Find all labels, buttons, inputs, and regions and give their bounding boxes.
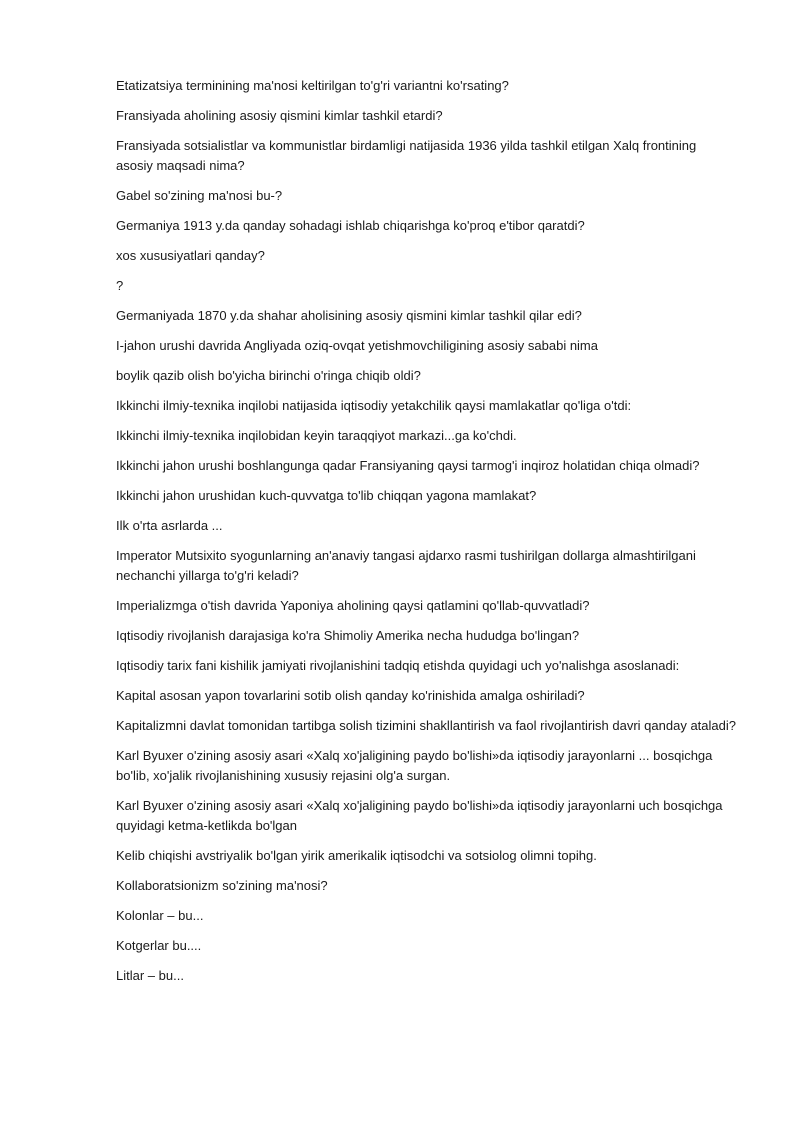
question-line: xos xususiyatlari qanday? xyxy=(116,248,265,263)
question-line: Fransiyada sotsialistlar va kommunistlar birdamligi natijasida 1936 yilda tashkil etilgan Xalq frontining asosiy maqsadi nima? xyxy=(116,138,697,173)
question-line: Karl Byuxer o'zining asosiy asari «Xalq xo'jaligining paydo bo'lishi»da iqtisodiy jarayonlarni uch bosqichga quyidagi ketma-ketlikda bo'lgan xyxy=(116,798,723,833)
question-line: ? xyxy=(116,278,124,293)
question-line: Fransiyada aholining asosiy qismini kimlar tashkil etardi? xyxy=(116,108,443,123)
question-line: Imperializmga o'tish davrida Yaponiya aholining qaysi qatlamini qo'llab-quvvatladi? xyxy=(116,598,590,613)
question-line: Kolonlar – bu... xyxy=(116,908,204,923)
question-line: Litlar – bu... xyxy=(116,968,184,983)
question-line: Ikkinchi jahon urushidan kuch-quvvatga to'lib chiqqan yagona mamlakat? xyxy=(116,488,537,503)
question-line: Kapitalizmni davlat tomonidan tartibga solish tizimini shakllantirish va faol rivojlantirish davri qanday ataladi? xyxy=(116,718,736,733)
question-line: Etatizatsiya terminining ma'nosi keltirilgan to'g'ri variantni ko'rsating? xyxy=(116,78,509,93)
question-line: Imperator Mutsixito syogunlarning an'anaviy tangasi ajdarxo rasmi tushirilgan dollarga almashtirilgani nechanchi yillarga to'g'ri keladi? xyxy=(116,548,696,583)
question-line: Ikkinchi ilmiy-texnika inqilobidan keyin taraqqiyot markazi...ga ko'chdi. xyxy=(116,428,517,443)
document-page xyxy=(116,76,736,996)
question-line: Karl Byuxer o'zining asosiy asari «Xalq xo'jaligining paydo bo'lishi»da iqtisodiy jarayonlarni ... bosqichga bo'lib, xo'jalik rivojlanishining xususiy rejasini olg'a surgan. xyxy=(116,748,713,783)
question-line: Ikkinchi jahon urushi boshlangunga qadar Fransiyaning qaysi tarmog'i inqiroz holatidan chiqa olmadi? xyxy=(116,458,700,473)
question-line: I-jahon urushi davrida Angliyada oziq-ovqat yetishmovchiligining asosiy sababi nima xyxy=(116,338,598,353)
question-line: Kollaboratsionizm so'zining ma'nosi? xyxy=(116,878,328,893)
question-line: Ikkinchi ilmiy-texnika inqilobi natijasida iqtisodiy yetakchilik qaysi mamlakatlar qo'liga o'tdi: xyxy=(116,398,632,413)
question-line: Iqtisodiy tarix fani kishilik jamiyati rivojlanishini tadqiq etishda quyidagi uch yo'nalishga asoslanadi: xyxy=(116,658,680,673)
question-line: Kapital asosan yapon tovarlarini sotib olish qanday ko'rinishida amalga oshiriladi? xyxy=(116,688,585,703)
question-line: Germaniya 1913 y.da qanday sohadagi ishlab chiqarishga ko'proq e'tibor qaratdi? xyxy=(116,218,585,233)
question-line: Iqtisodiy rivojlanish darajasiga ko'ra Shimoliy Amerika necha hududga bo'lingan? xyxy=(116,628,580,643)
question-line: Kotgerlar bu.... xyxy=(116,938,202,953)
question-line: Gabel so'zining ma'nosi bu-? xyxy=(116,188,283,203)
question-line: Germaniyada 1870 y.da shahar aholisining asosiy qismini kimlar tashkil qilar edi? xyxy=(116,308,582,323)
question-line: Ilk o'rta asrlarda ... xyxy=(116,518,223,533)
question-line: boylik qazib olish bo'yicha birinchi o'ringa chiqib oldi? xyxy=(116,368,421,383)
question-line: Kelib chiqishi avstriyalik bo'lgan yirik amerikalik iqtisodchi va sotsiolog olimni topihg. xyxy=(116,848,597,863)
